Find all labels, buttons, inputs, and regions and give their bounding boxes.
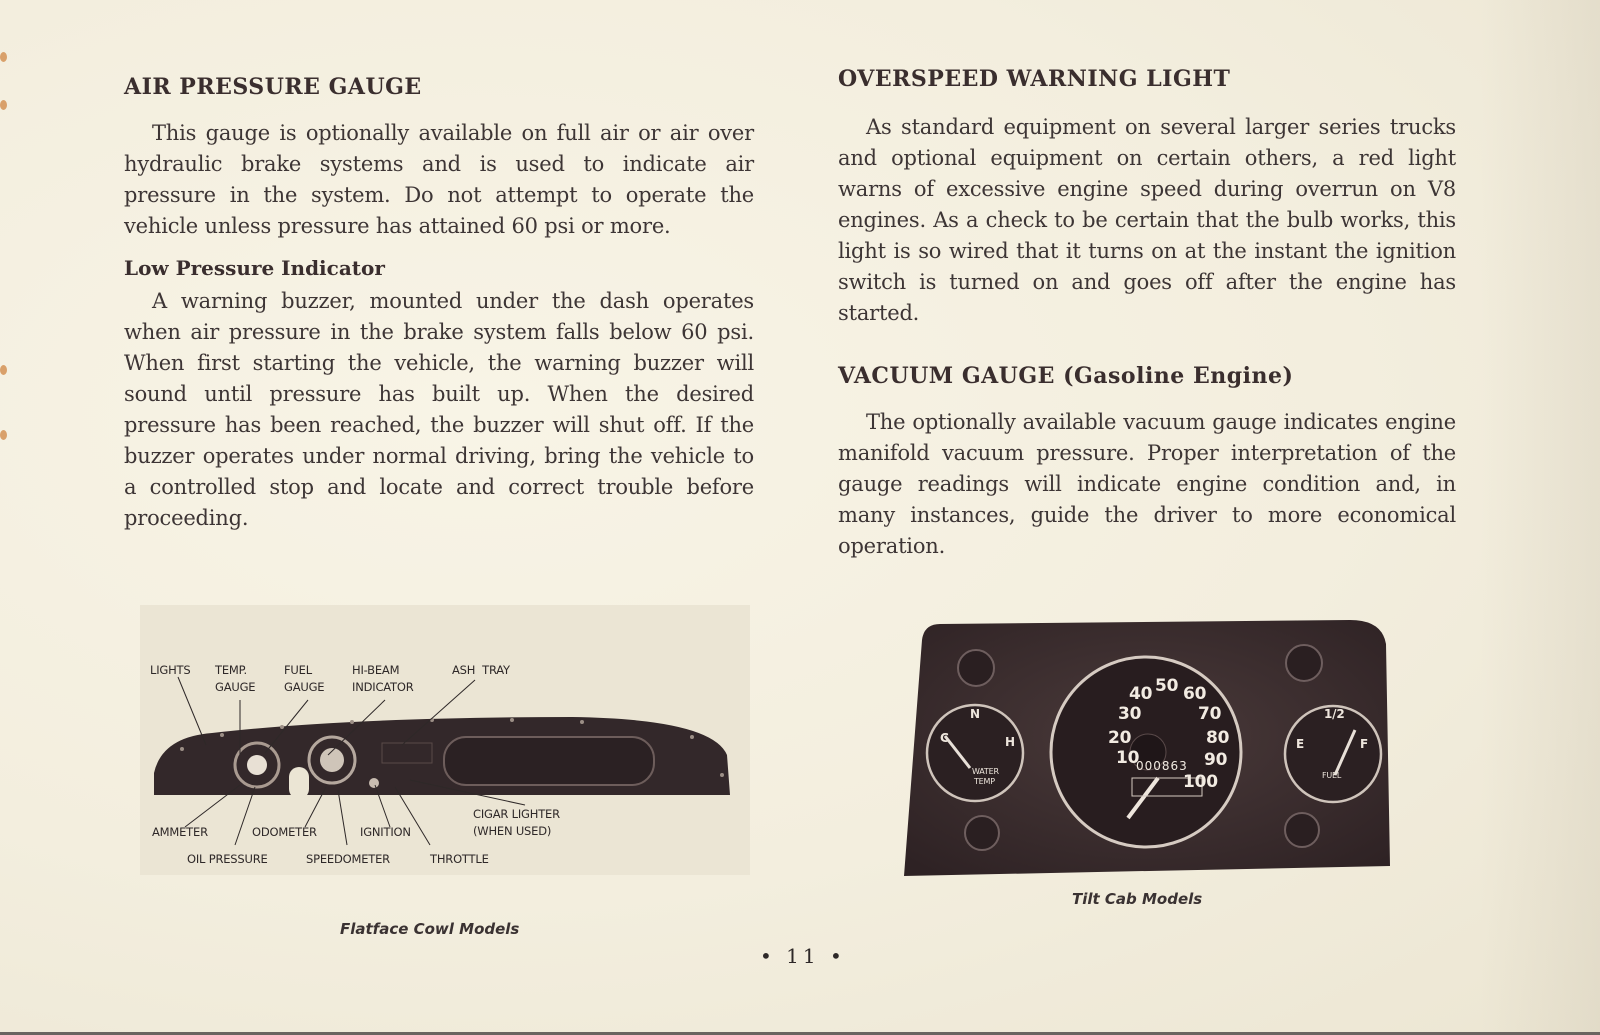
speedometer-mark-100: 100	[1183, 772, 1218, 792]
label-throttle: THROTTLE	[430, 852, 489, 866]
temp-gauge-cold-mark: C	[940, 731, 949, 745]
page-stain	[0, 52, 7, 62]
label-cigar-lighter-line1: CIGAR LIGHTER	[473, 807, 560, 821]
speedometer-mark-20: 20	[1108, 728, 1132, 748]
page-number: • 11 •	[760, 944, 846, 968]
left-column	[124, 70, 754, 534]
paragraph-low-pressure-indicator: A warning buzzer, mounted under the dash operates when air pressure in the brake system falls below 60 psi. When first starting the vehicle, the warning buzzer will sound until pressure has built up. When the desired pressure has been reached, the buzzer will shut off. If the buzzer operates under normal driving, bring the vehicle to a controlled stop and locate and correct trouble before proceeding.	[124, 289, 754, 530]
figure-flatface-cowl-dashboard	[140, 605, 750, 875]
temp-gauge-label-line1: WATER	[972, 767, 999, 776]
label-cigar-lighter-line2: (WHEN USED)	[473, 824, 552, 838]
page-shadow	[1480, 0, 1600, 1035]
fuel-gauge-half-mark: 1/2	[1324, 707, 1345, 721]
figure-tilt-cab-instrument-cluster	[900, 618, 1400, 880]
speedometer-mark-90: 90	[1204, 750, 1228, 770]
page-stain	[0, 100, 7, 110]
paragraph-overspeed-warning-light: As standard equipment on several larger series trucks and optional equipment on certain others, a red light warns of excessive engine speed during overrun on V8 engines. As a check to be certain that the bulb works, this light is so wired that it turns on at the instant the ignition switch is turned on and goes off after the engine has started.	[838, 115, 1456, 325]
label-oil-pressure: OIL PRESSURE	[187, 852, 268, 866]
label-ignition: IGNITION	[360, 825, 411, 839]
subheading-low-pressure-indicator: Low Pressure Indicator	[124, 256, 385, 280]
right-column	[838, 62, 1456, 562]
fuel-gauge-empty-mark: E	[1296, 737, 1304, 751]
page-stain	[0, 430, 7, 440]
caption-tilt-cab-models: Tilt Cab Models	[1072, 890, 1203, 908]
label-lights: LIGHTS	[150, 663, 191, 677]
label-ash-tray: ASH TRAY	[452, 663, 510, 677]
instrument-cluster-illustration	[900, 618, 1400, 880]
callout-lines	[140, 605, 750, 875]
fuel-gauge-label: FUEL	[1322, 771, 1342, 780]
speedometer-mark-40: 40	[1129, 684, 1153, 704]
fuel-gauge-full-mark: F	[1360, 737, 1368, 751]
page-stain	[0, 365, 7, 375]
odometer-reading: 000863	[1136, 759, 1188, 773]
caption-flatface-cowl-models: Flatface Cowl Models	[340, 920, 520, 938]
speedometer-mark-80: 80	[1206, 728, 1230, 748]
label-fuel-gauge-line2: GAUGE	[284, 680, 325, 694]
label-hi-beam-line1: HI-BEAM	[352, 663, 400, 677]
label-odometer: ODOMETER	[252, 825, 317, 839]
temp-gauge-label-line2: TEMP	[974, 777, 995, 786]
temp-gauge-hot-mark: H	[1005, 735, 1015, 749]
label-ammeter: AMMETER	[152, 825, 208, 839]
label-speedometer: SPEEDOMETER	[306, 852, 390, 866]
section-heading-overspeed-warning-light: OVERSPEED WARNING LIGHT	[838, 66, 1231, 92]
speedometer-mark-10: 10	[1116, 748, 1140, 768]
label-temp-gauge-line2: GAUGE	[215, 680, 256, 694]
label-temp-gauge-line1: TEMP.	[215, 663, 248, 677]
section-heading-air-pressure-gauge: AIR PRESSURE GAUGE	[124, 74, 422, 100]
temp-gauge-normal-mark: N	[970, 707, 980, 721]
label-hi-beam-line2: INDICATOR	[352, 680, 414, 694]
paragraph-vacuum-gauge: The optionally available vacuum gauge indicates engine manifold vacuum pressure. Proper interpretation of the gauge readings will indicate engine condition and, in many instances, guide the driver to more economical operation.	[838, 410, 1456, 558]
speedometer-mark-70: 70	[1198, 704, 1222, 724]
speedometer-mark-50: 50	[1155, 676, 1179, 696]
label-fuel-gauge-line1: FUEL	[284, 663, 312, 677]
section-heading-vacuum-gauge: VACUUM GAUGE (Gasoline Engine)	[838, 363, 1294, 389]
speedometer-mark-60: 60	[1183, 684, 1207, 704]
paragraph-air-pressure-gauge: This gauge is optionally available on full air or air over hydraulic brake systems and is used to indicate air pressure in the system. Do not attempt to operate the vehicle unless pressure has attained 60 psi or more.	[124, 121, 754, 238]
speedometer-mark-30: 30	[1118, 704, 1142, 724]
